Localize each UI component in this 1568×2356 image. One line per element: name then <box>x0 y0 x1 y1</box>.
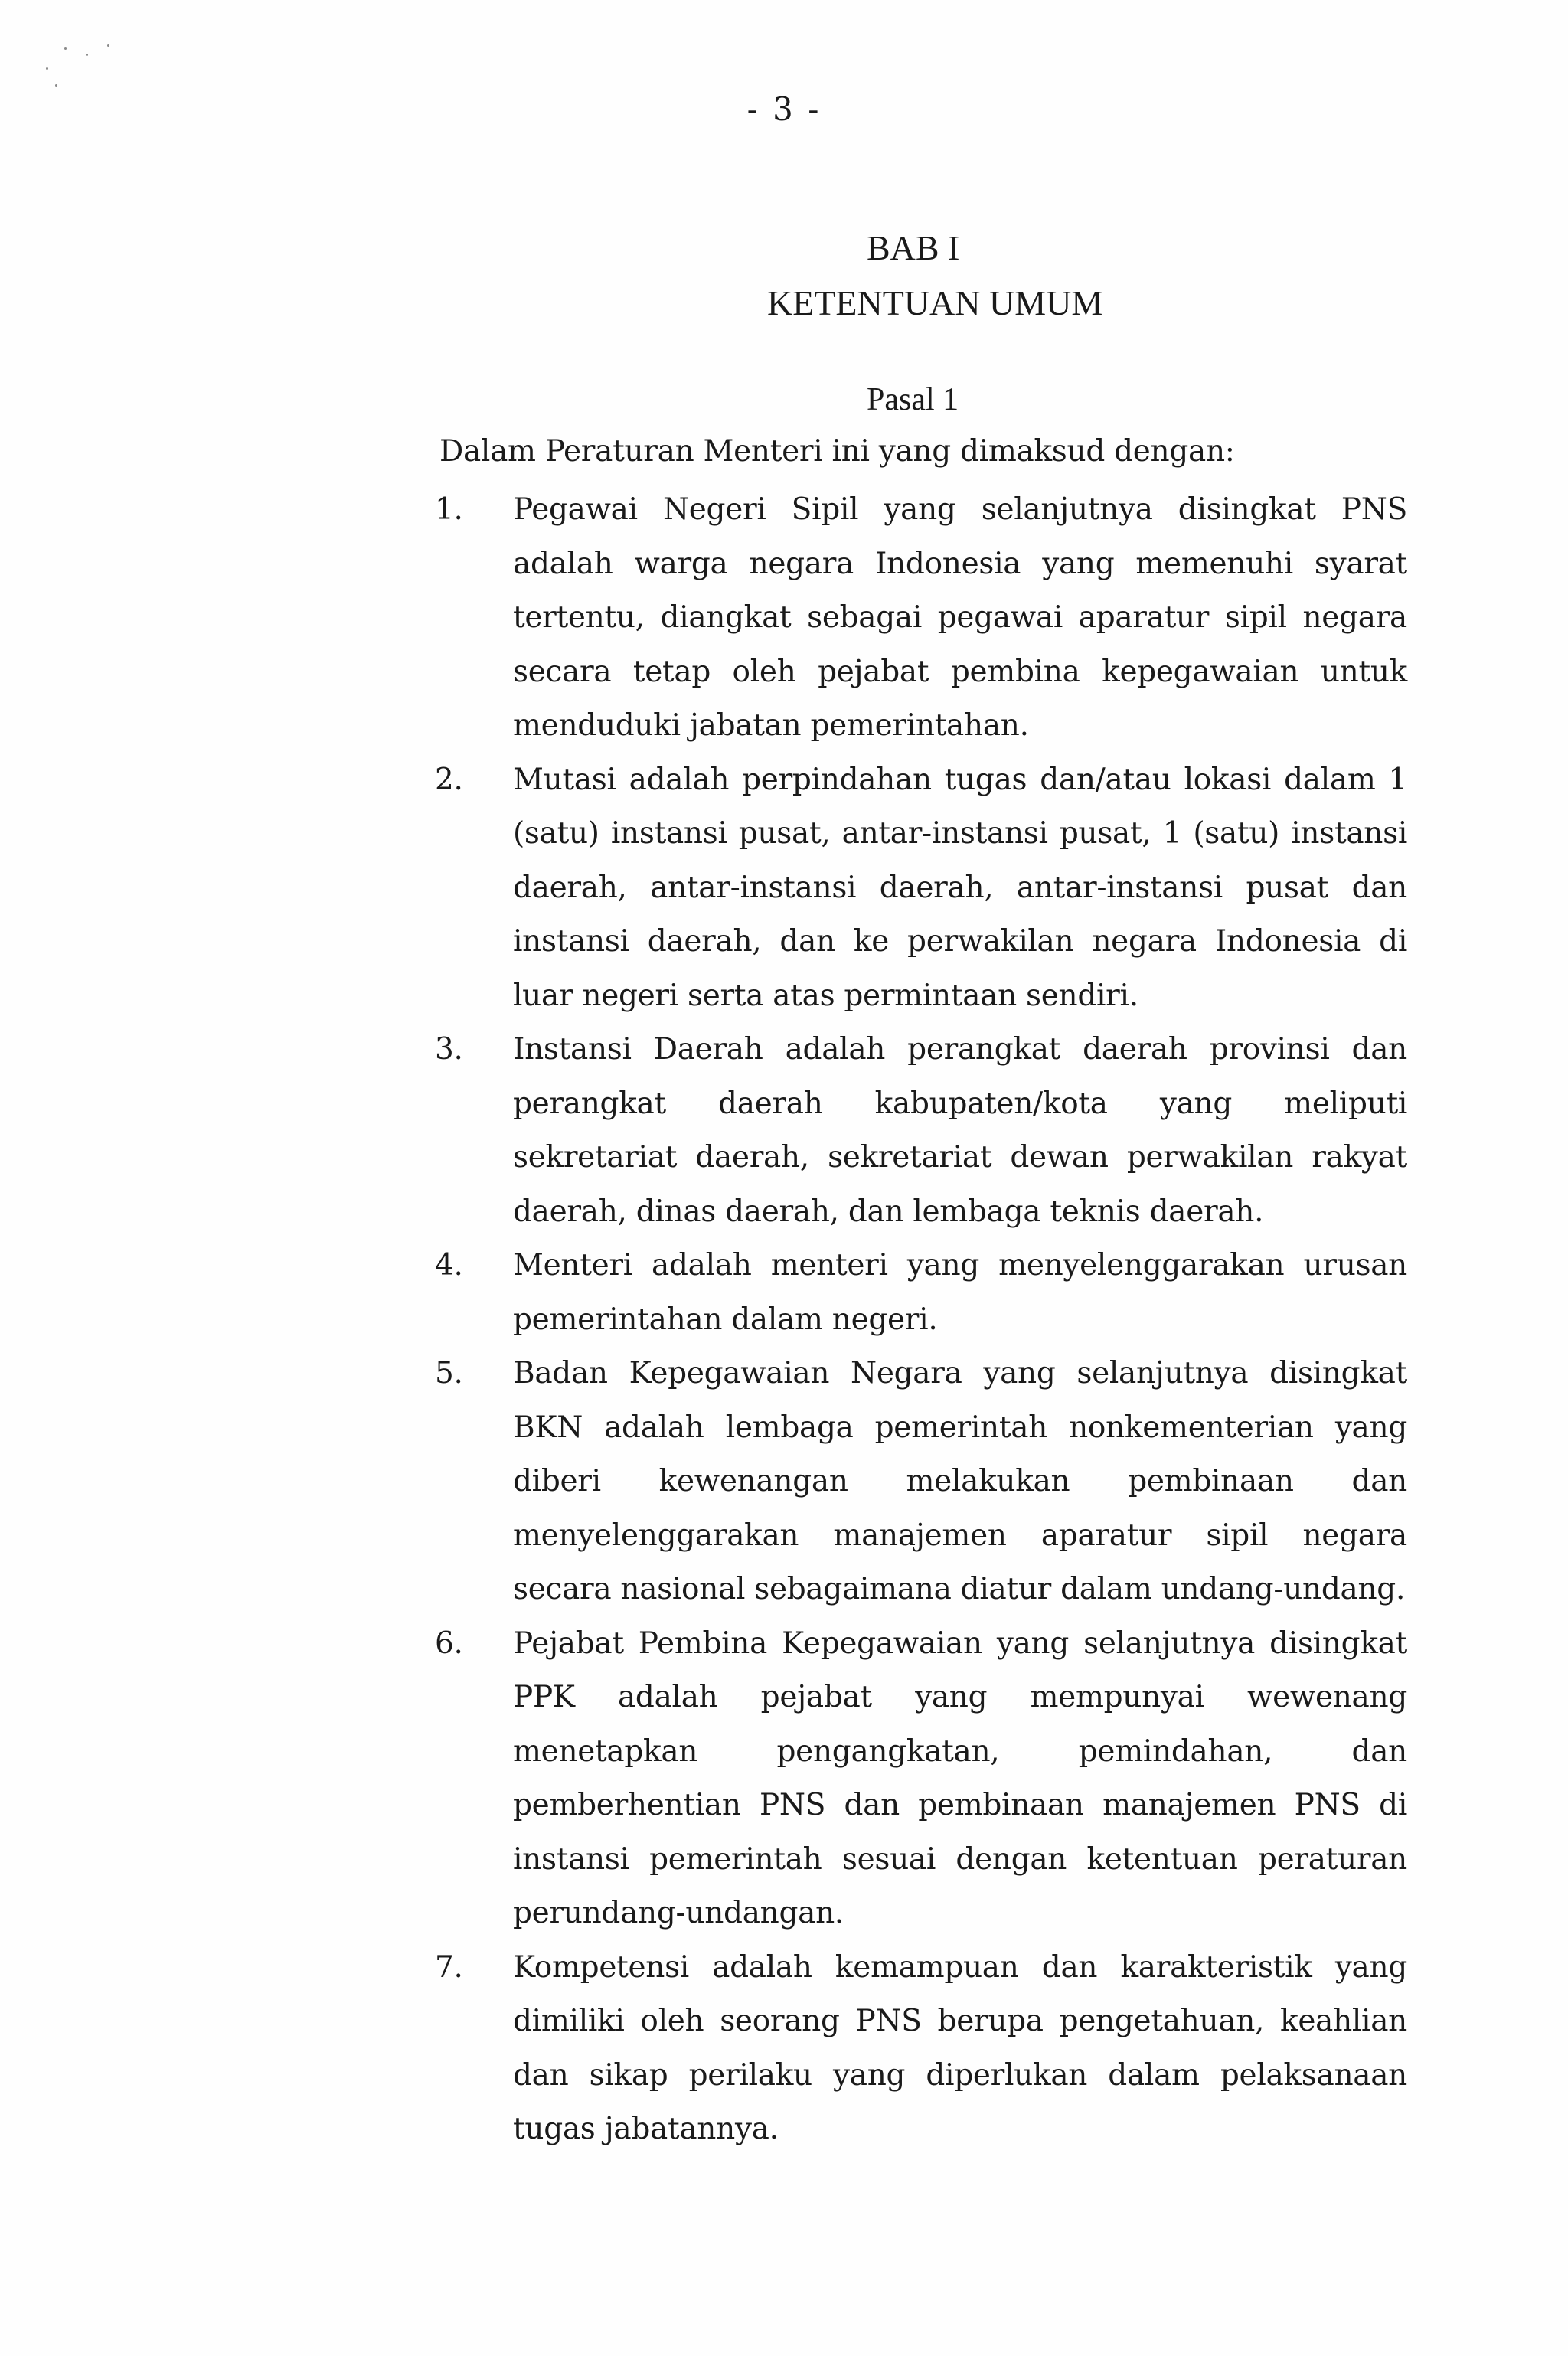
definition-number: 6. <box>435 1626 463 1661</box>
definition-text: Instansi Daerah adalah perangkat daerah provinsi dan perangkat daerah kabupaten/kota yang meliputi sekretariat daerah, sekretariat dewan perwakilan rakyat daerah, dinas daerah, dan lembaga teknis daerah. <box>513 1032 1407 1229</box>
definition-number: 7. <box>435 1949 463 1985</box>
definition-item <box>435 1941 1407 2157</box>
definition-text: Kompetensi adalah kemampuan dan karakteristik yang dimiliki oleh seorang PNS berupa pengetahuan, keahlian dan sikap perilaku yang diperlukan dalam pelaksanaan tugas jabatannya. <box>513 1949 1407 2146</box>
scan-speck <box>64 47 67 50</box>
definition-item <box>435 483 1407 753</box>
scan-speck <box>55 84 57 87</box>
page-number: - 3 - <box>746 90 822 128</box>
definition-text: Menteri adalah menteri yang menyelenggarakan urusan pemerintahan dalam negeri. <box>513 1248 1407 1337</box>
definition-number: 2. <box>435 762 463 797</box>
article-intro: Dalam Peraturan Menteri ini yang dimaksud dengan: <box>439 434 1235 469</box>
definition-number: 3. <box>435 1032 463 1067</box>
definition-list <box>435 483 1407 2157</box>
definition-item <box>435 753 1407 1024</box>
scan-speck <box>46 67 48 70</box>
scan-speck <box>86 54 88 56</box>
chapter-label: BAB I <box>867 228 960 267</box>
definition-number: 5. <box>435 1356 463 1390</box>
definition-item <box>435 1617 1407 1941</box>
chapter-heading <box>0 221 1568 331</box>
definition-text: Pejabat Pembina Kepegawaian yang selanjutnya disingkat PPK adalah pejabat yang mempunyai wewenang menetapkan pengangkatan, pemindahan, dan pemberhentian PNS dan pembinaan manajemen PNS di instansi pemerintah sesuai dengan ketentuan peraturan perundang-undangan. <box>513 1626 1407 1930</box>
chapter-title: KETENTUAN UMUM <box>767 283 1103 322</box>
definition-text: Badan Kepegawaian Negara yang selanjutnya disingkat BKN adalah lembaga pemerintah nonkementerian yang diberi kewenangan melakukan pembinaan dan menyelenggarakan manajemen aparatur sipil negara secara nasional sebagaimana diatur dalam undang-undang. <box>513 1356 1407 1606</box>
definition-text: Pegawai Negeri Sipil yang selanjutnya disingkat PNS adalah warga negara Indonesia yang memenuhi syarat tertentu, diangkat sebagai pegawai aparatur sipil negara secara tetap oleh pejabat pembina kepegawaian untuk menduduki jabatan pemerintahan. <box>513 492 1407 743</box>
definition-item <box>435 1347 1407 1617</box>
definition-number: 1. <box>435 492 463 527</box>
definition-text: Mutasi adalah perpindahan tugas dan/atau lokasi dalam 1 (satu) instansi pusat, antar-instansi pusat, 1 (satu) instansi daerah, antar-instansi daerah, antar-instansi pusat dan instansi daerah, dan ke perwakilan negara Indonesia di luar negeri serta atas permintaan sendiri. <box>513 762 1407 1013</box>
scan-speck <box>107 44 109 47</box>
definition-item <box>435 1023 1407 1239</box>
definition-number: 4. <box>435 1248 463 1283</box>
definition-item <box>435 1239 1407 1347</box>
article-title: Pasal 1 <box>867 382 959 417</box>
